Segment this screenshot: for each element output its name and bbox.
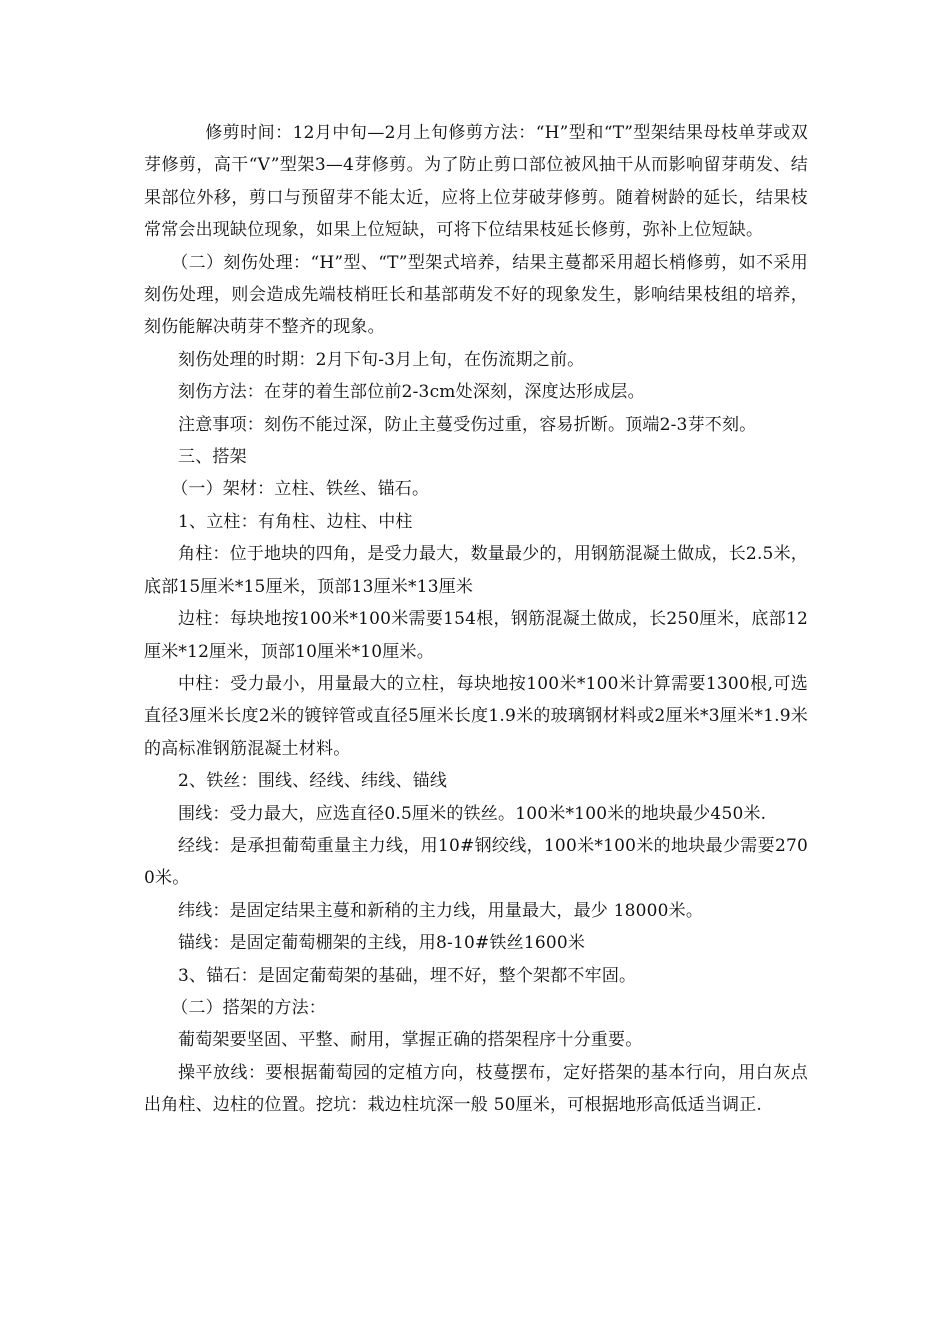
paragraph-precautions: 注意事项：刻伤不能过深，防止主蔓受伤过重，容易折断。顶端2-3芽不刻。 — [178, 414, 757, 435]
paragraph-scoring-method: 刻伤方法：在芽的着生部位前2-3cm处深刻，深度达形成层。 — [178, 382, 645, 403]
subsection-heading-method: （二）搭架的方法： — [171, 997, 326, 1018]
paragraph-scoring-period: 刻伤处理的时期：2月下旬-3月上旬，在伤流期之前。 — [178, 349, 585, 370]
paragraph-posts: 1、立柱：有角柱、边柱、中柱 — [178, 511, 413, 532]
document-body — [144, 117, 808, 1122]
paragraph-perimeter-wire: 围线：受力最大，应选直径0.5厘米的铁丝。100米*100米的地块最少450米. — [178, 803, 767, 824]
paragraph-leveling-layout: 操平放线：要根据葡萄园的定植方向，枝蔓摆布，定好搭架的基本行向，用白灰点出角柱、边柱的位置。挖坑：栽边柱坑深一般 50厘米，可根据地形高低适当调正. — [144, 1062, 808, 1116]
section-heading-trellis: 三、搭架 — [178, 447, 247, 468]
paragraph-warp-wire: 经线：是承担葡萄重量主力线，用10#钢绞线，100米*100米的地块最少需要2700米。 — [144, 835, 808, 889]
paragraph-pruning-time: 修剪时间：12月中旬—2月上旬修剪方法：“H”型和“T”型架结果母枝单芽或双芽修剪，高干“V”型架3—4芽修剪。为了防止剪口部位被风抽干从而影响留芽萌发、结果部位外移，剪口与预留芽不能太近，应将上位芽破芽修剪。随着树龄的延长，结果枝常常会出现缺位现象，如果上位短缺，可将下位结果枝延长修剪，弥补上位短缺。 — [144, 123, 808, 241]
paragraph-weft-wire: 纬线：是固定结果主蔓和新稍的主力线，用量最大，最少 18000米。 — [178, 900, 704, 921]
paragraph-trellis-requirements: 葡萄架要坚固、平整、耐用，掌握正确的搭架程序十分重要。 — [178, 1030, 643, 1051]
paragraph-corner-posts: 角柱：位于地块的四角，是受力最大，数量最少的，用钢筋混凝土做成，长2.5米，底部15厘米*15厘米，顶部13厘米*13厘米 — [144, 544, 808, 597]
paragraph-anchor-wire: 锚线：是固定葡萄棚架的主线，用8-10#铁丝1600米 — [178, 933, 586, 954]
paragraph-scoring-treatment: （二）刻伤处理：“H”型、“T”型架式培养，结果主蔓都采用超长梢修剪，如不采用刻伤处理，则会造成先端枝梢旺长和基部萌发不好的现象发生，影响结果枝组的培养，刻伤能解决萌芽不整齐的现象。 — [144, 252, 808, 338]
paragraph-wires: 2、铁丝：围线、经线、纬线、锚线 — [178, 771, 448, 792]
paragraph-middle-posts: 中柱：受力最小，用量最大的立柱，每块地按100米*100米计算需要1300根,可选直径3厘米长度2米的镀锌管或直径5厘米长度1.9米的玻璃钢材料或2厘米*3厘米*1.9米的高标准钢筋混凝土材料。 — [144, 673, 808, 759]
paragraph-side-posts: 边柱：每块地按100米*100米需要154根，钢筋混凝土做成，长250厘米，底部12厘米*12厘米，顶部10厘米*10厘米。 — [144, 609, 808, 662]
subsection-heading-materials: （一）架材：立柱、铁丝、锚石。 — [171, 479, 430, 500]
paragraph-anchor-stone: 3、锚石：是固定葡萄架的基础，埋不好，整个架都不牢固。 — [178, 965, 637, 986]
